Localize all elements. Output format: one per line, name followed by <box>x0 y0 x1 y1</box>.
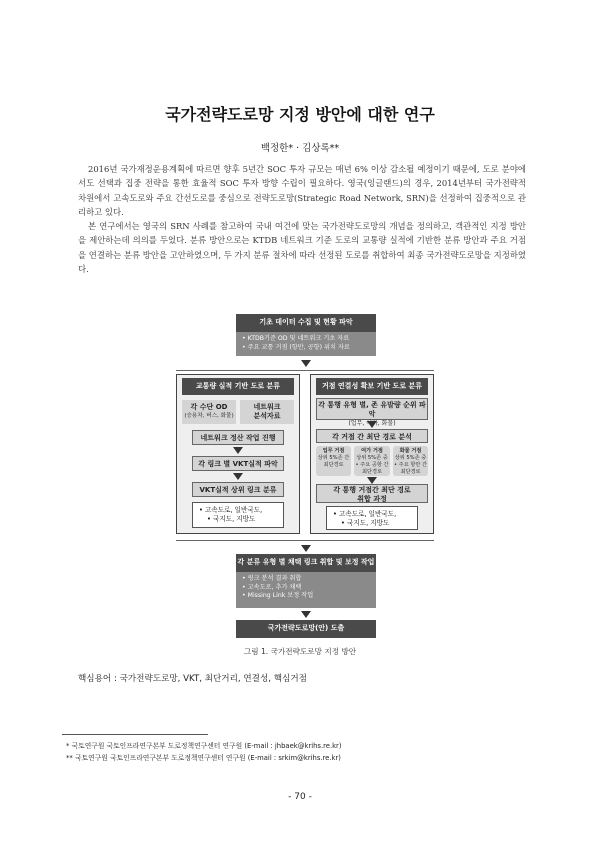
arrow-down-icon <box>233 447 243 454</box>
fc-right-node-body: 상위 5%존 중 • 주요 항만 간 최단경로 <box>393 455 428 475</box>
fc-right-step1 <box>316 398 428 427</box>
arrow-down-icon <box>301 360 311 367</box>
keywords: 핵심용어 : 국가전략도로망, VKT, 최단거리, 연결성, 핵심거점 <box>78 674 307 684</box>
fc-right-step1-b: (업무, 여가, 화물) <box>348 420 396 427</box>
fc-merge-bullet: • Missing Link 보정 작업 <box>242 592 370 601</box>
fc-right-node-body: 상위 5%존 간 최단경로 <box>317 455 350 468</box>
fc-left-net-title: 네트워크 <box>253 403 281 411</box>
footnote-1: * 국토연구원 국토인프라연구본부 도로정책연구센터 연구원 (E-mail : jhbaek@krihs.re.kr) <box>66 742 342 750</box>
divider <box>176 370 434 371</box>
fc-top-bullets <box>236 332 376 356</box>
fc-right-header: 거점 연결성 확보 기반 도로 분류 <box>316 378 428 395</box>
fc-left-step1: 네트워크 정산 작업 진행 <box>192 430 284 445</box>
fc-right-node-title: 여가 거점 <box>361 448 383 454</box>
divider <box>176 540 434 541</box>
fc-right-node-business <box>316 446 351 476</box>
authors: 백정한* · 김상록** <box>260 143 340 154</box>
fc-right-node-title: 업무 거점 <box>322 448 345 454</box>
fc-merge-bullet: • 링크 분석 결과 취합 <box>242 575 370 584</box>
fc-right-step3 <box>316 484 428 503</box>
fc-left-header: 교통량 실적 기반 도로 분류 <box>182 378 294 395</box>
fc-right-step3-b: 취합 과정 <box>357 494 387 503</box>
fc-left-od-sub: (승용차, 버스, 화물) <box>184 413 234 419</box>
fc-right-bullet: • 고속도로, 일반국도, <box>333 510 411 519</box>
fc-left-bullets <box>192 502 284 528</box>
abstract-paragraph-2: 본 연구에서는 영국의 SRN 사례를 참고하여 국내 여건에 맞는 국가전략도로망의 개념을 정의하고, 객관적인 지정 방안을 제안하는데 의의를 두었다. 분류 방안으로는 KTDB 네트워크 기준 도로의 교통량 실적에 기반한 분류 방안과 주요 거점을 연결하는 분류 방안을 고안하였으며, 두 가지 분류 절차에 따라 선정된 도로를 취합하여 최종 국가전략도로망을 지정하였다. <box>78 221 526 275</box>
fc-left-net <box>240 400 294 424</box>
flowchart <box>170 314 440 644</box>
fc-right-node-leisure <box>354 446 390 476</box>
fc-right-node-body: 상위 5%존 중 • 주요 공항 간 최단경로 <box>355 455 389 475</box>
footnotes <box>66 740 342 764</box>
fc-right-bullets <box>326 506 418 530</box>
fc-left-net-sub: 분석자료 <box>253 412 281 420</box>
figure-caption: 그림 1. 국가전략도로망 지정 방안 <box>243 647 357 656</box>
fc-merge-title: 각 분류 유형 별 채택 링크 취합 및 보정 작업 <box>236 554 376 572</box>
fc-right-step3-a: 각 통행 거점간 최단 경로 <box>333 486 411 494</box>
arrow-down-icon <box>301 611 311 618</box>
fc-right-bullet-cont: • 국지도, 지방도 <box>333 519 411 528</box>
fc-top-bullet: • 주요 교통 거점 (항만, 공항) 위치 자료 <box>242 344 370 353</box>
fc-right-node-freight <box>393 446 428 476</box>
fc-left-od-title: 각 수단 OD <box>190 403 228 411</box>
fc-left-step2: 각 링크 별 VKT실적 파악 <box>192 456 284 471</box>
footnote-2: ** 국토연구원 국토인프라연구본부 도로정책연구센터 연구원 (E-mail : srkim@krihs.re.kr) <box>66 754 341 762</box>
fc-merge-bullet: • 고속도로, 추가 채택 <box>242 584 370 593</box>
fc-left-od <box>182 400 236 424</box>
arrow-down-icon <box>367 477 377 484</box>
arrow-down-icon <box>233 473 243 480</box>
abstract <box>78 162 526 276</box>
fc-right-step1-a: 각 통행 유형 별, 존 유발량 순위 파악 <box>318 401 426 418</box>
fc-right-step2: 각 거점 간 최단 경로 분석 <box>316 429 428 443</box>
footnote-rule <box>62 734 208 735</box>
fc-top-bullet: • KTDB기준 OD 및 네트워크 기초 자료 <box>242 335 370 344</box>
page-number: - 70 - <box>288 792 312 802</box>
paper-title: 국가전략도로망 지정 방안에 대한 연구 <box>165 105 435 124</box>
fc-left-bullet: • 고속도로, 일반국도, <box>199 506 277 515</box>
fc-merge-bullets <box>236 572 376 608</box>
fc-final: 국가전략도로망(안) 도출 <box>236 620 376 638</box>
fc-right-node-title: 화물 거점 <box>399 448 422 454</box>
abstract-paragraph-1: 2016년 국가재정운용계획에 따르면 향후 5년간 SOC 투자 규모는 매년 6% 이상 감소될 예정이기 때문에, 도로 분야에서도 선택과 집중 전략을 통한 효율적 SOC 투자 방향 수립이 필요하다. 영국(잉글랜드)의 경우, 2014년부터 국가전략적 차원에서 고속도로와 주요 간선도로를 중심으로 전략도로망(Strategic Road Network, SRN)을 선정하여 집중적으로 관리하고 있다. <box>78 164 526 217</box>
fc-left-step3: VKT실적 상위 링크 분류 <box>192 482 284 497</box>
fc-top-title: 기초 데이터 수집 및 현황 파악 <box>236 314 376 332</box>
fc-left-bullet-cont: • 국지도, 지방도 <box>199 515 277 524</box>
arrow-down-icon <box>301 545 311 552</box>
arrow-down-icon <box>367 421 377 428</box>
